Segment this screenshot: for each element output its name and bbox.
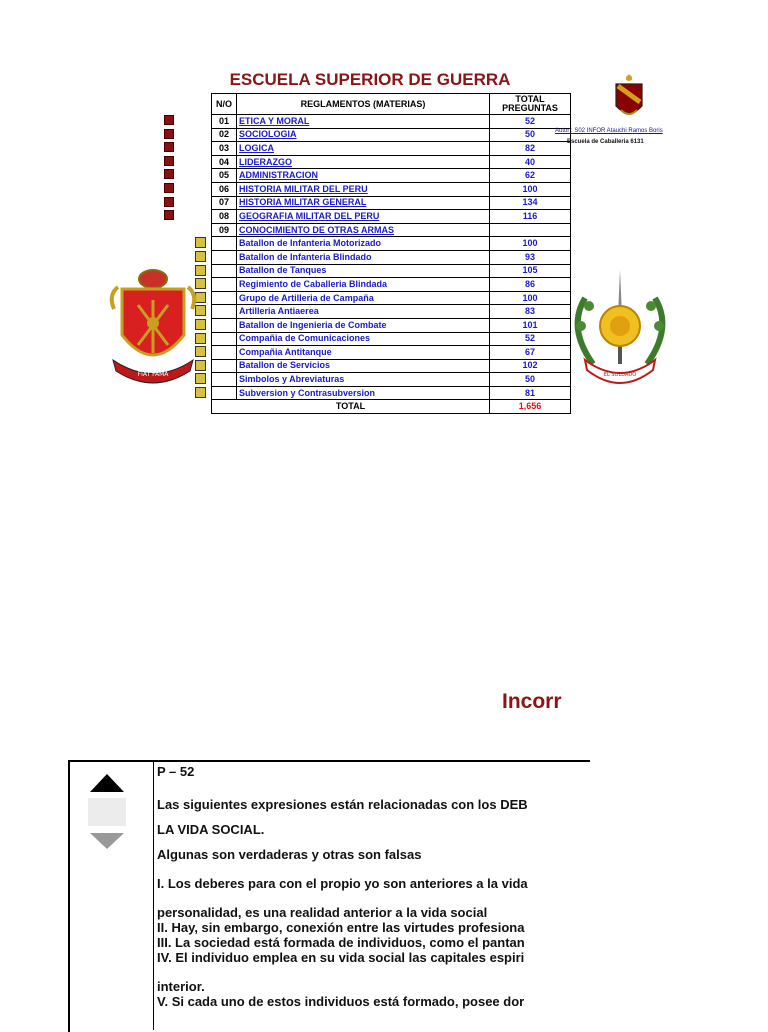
row-number: [212, 264, 237, 278]
row-number: 05: [212, 169, 237, 183]
question-line: IV. El individuo emplea en su vida social las capitales espiri: [157, 950, 525, 965]
subject-name[interactable]: ADMINISTRACION: [237, 169, 490, 183]
question-line: III. La sociedad está formada de individuos, como el pantan: [157, 935, 525, 950]
subject-name[interactable]: Batallon de Infanteria Blindado: [237, 250, 490, 264]
triangle-up-icon: [90, 774, 124, 792]
question-line: P – 52: [157, 764, 195, 779]
row-number: 01: [212, 115, 237, 129]
subject-total: [490, 223, 571, 237]
table-row: [212, 305, 571, 319]
row-number: [212, 386, 237, 400]
scroll-down-button[interactable]: [88, 826, 126, 856]
row-number: 08: [212, 210, 237, 224]
panel-divider: [153, 760, 154, 1030]
red-marker-icon[interactable]: [164, 142, 174, 152]
row-number: [212, 250, 237, 264]
row-number: [212, 346, 237, 360]
row-number: 04: [212, 155, 237, 169]
subject-name[interactable]: Batallon de Ingenieria de Combate: [237, 318, 490, 332]
subject-name[interactable]: GEOGRAFIA MILITAR DEL PERU: [237, 210, 490, 224]
question-line: personalidad, es una realidad anterior a la vida social: [157, 905, 488, 920]
red-marker-icon[interactable]: [164, 197, 174, 207]
question-scrollbar[interactable]: [88, 768, 126, 856]
red-marker-icon[interactable]: [164, 210, 174, 220]
subject-name[interactable]: Batallon de Tanques: [237, 264, 490, 278]
row-number: [212, 237, 237, 251]
table-row: [212, 169, 571, 183]
right-crest-motto: EL SOLDADO: [603, 372, 637, 378]
subject-name[interactable]: LOGICA: [237, 142, 490, 156]
subject-total: 52: [490, 115, 571, 129]
row-number: 02: [212, 128, 237, 142]
col-total-header: TOTAL PREGUNTAS: [490, 94, 571, 115]
subject-total: 102: [490, 359, 571, 373]
row-number: [212, 305, 237, 319]
subject-total: 134: [490, 196, 571, 210]
subject-total: 83: [490, 305, 571, 319]
row-number: [212, 373, 237, 387]
row-number: [212, 278, 237, 292]
subject-name[interactable]: Grupo de Artilleria de Campaña: [237, 291, 490, 305]
table-row: [212, 155, 571, 169]
total-value: 1,656: [490, 400, 571, 414]
subject-name[interactable]: Compañia de Comunicaciones: [237, 332, 490, 346]
subject-total: 50: [490, 373, 571, 387]
subject-total: 116: [490, 210, 571, 224]
table-row: [212, 237, 571, 251]
subject-total: 100: [490, 291, 571, 305]
table-row: [212, 223, 571, 237]
subject-total: 93: [490, 250, 571, 264]
table-row: [212, 346, 571, 360]
infantry-crest-logo: [108, 265, 198, 395]
subject-total: 105: [490, 264, 571, 278]
table-row: [212, 359, 571, 373]
scroll-thumb[interactable]: [88, 798, 126, 826]
row-number: [212, 332, 237, 346]
table-row: [212, 373, 571, 387]
subject-name[interactable]: Batallon de Infanteria Motorizado: [237, 237, 490, 251]
subject-name[interactable]: HISTORIA MILITAR GENERAL: [237, 196, 490, 210]
row-number: 03: [212, 142, 237, 156]
scroll-up-button[interactable]: [88, 768, 126, 798]
page-title: ESCUELA SUPERIOR DE GUERRA: [229, 70, 511, 89]
subject-name[interactable]: Compañia Antitanque: [237, 346, 490, 360]
table-row: [212, 264, 571, 278]
subject-name[interactable]: CONOCIMIENTO DE OTRAS ARMAS: [237, 223, 490, 237]
subject-total: 62: [490, 169, 571, 183]
subject-name[interactable]: SOCIOLOGIA: [237, 128, 490, 142]
subject-total: 50: [490, 128, 571, 142]
row-number: 07: [212, 196, 237, 210]
subject-total: 67: [490, 346, 571, 360]
row-number: [212, 318, 237, 332]
school-credit: Escuela de Caballeria 6131: [567, 139, 644, 145]
table-row: [212, 210, 571, 224]
col-no-header: N/O: [212, 94, 237, 115]
red-marker-icon[interactable]: [164, 129, 174, 139]
subject-name[interactable]: LIDERAZGO: [237, 155, 490, 169]
table-row: [212, 386, 571, 400]
table-row: [212, 182, 571, 196]
question-line: Las siguientes expresiones están relacionadas con los DEB: [157, 797, 528, 812]
subject-total: 40: [490, 155, 571, 169]
table-row: [212, 332, 571, 346]
subject-total: 100: [490, 182, 571, 196]
left-crest-motto: FIAT FAMA: [137, 371, 169, 378]
question-line: I. Los deberes para con el propio yo son anteriores a la vida: [157, 876, 528, 891]
subject-total: 52: [490, 332, 571, 346]
table-row: [212, 318, 571, 332]
subject-name[interactable]: Batallon de Servicios: [237, 359, 490, 373]
row-number: 09: [212, 223, 237, 237]
table-row: [212, 278, 571, 292]
red-marker-icon[interactable]: [164, 183, 174, 193]
subject-name[interactable]: HISTORIA MILITAR DEL PERU: [237, 182, 490, 196]
subject-total: 100: [490, 237, 571, 251]
red-marker-icon[interactable]: [164, 169, 174, 179]
table-row: [212, 250, 571, 264]
table-row: [212, 142, 571, 156]
question-line: V. Si cada uno de estos individuos está formado, posee dor: [157, 994, 525, 1009]
triangle-down-icon: [90, 833, 124, 849]
table-row: [212, 196, 571, 210]
cavalry-crest-logo: [612, 72, 646, 129]
yellow-marker-icon[interactable]: [195, 237, 206, 248]
subjects-table: [211, 93, 571, 414]
author-credit: Autor : S02 INFOR Atauchi Ramos Boris: [555, 128, 663, 134]
subject-name[interactable]: Subversion y Contrasubversion: [237, 386, 490, 400]
question-line: LA VIDA SOCIAL.: [157, 822, 265, 837]
subject-name[interactable]: ETICA Y MORAL: [237, 115, 490, 129]
total-label: TOTAL: [212, 400, 490, 414]
question-line: interior.: [157, 979, 205, 994]
section-heading: Incorr: [502, 690, 562, 713]
red-marker-icon[interactable]: [164, 115, 174, 125]
table-row: [212, 128, 571, 142]
subject-name[interactable]: Regimiento de Caballeria Blindada: [237, 278, 490, 292]
col-subjects-header: REGLAMENTOS (MATERIAS): [237, 94, 490, 115]
subject-total: 86: [490, 278, 571, 292]
table-row: [212, 291, 571, 305]
row-number: 06: [212, 182, 237, 196]
question-line: Algunas son verdaderas y otras son falsas: [157, 847, 422, 862]
subject-name[interactable]: Artilleria Antiaerea: [237, 305, 490, 319]
subject-total: 101: [490, 318, 571, 332]
question-text: [157, 764, 583, 1009]
question-line: II. Hay, sin embargo, conexión entre las virtudes profesiona: [157, 920, 525, 935]
red-marker-icon[interactable]: [164, 156, 174, 166]
subject-total: 81: [490, 386, 571, 400]
row-number: [212, 291, 237, 305]
yellow-marker-icon[interactable]: [195, 251, 206, 262]
row-number: [212, 359, 237, 373]
army-sun-crest-logo: [565, 268, 675, 403]
table-row: [212, 115, 571, 129]
subject-total: 82: [490, 142, 571, 156]
subject-name[interactable]: Simbolos y Abreviaturas: [237, 373, 490, 387]
